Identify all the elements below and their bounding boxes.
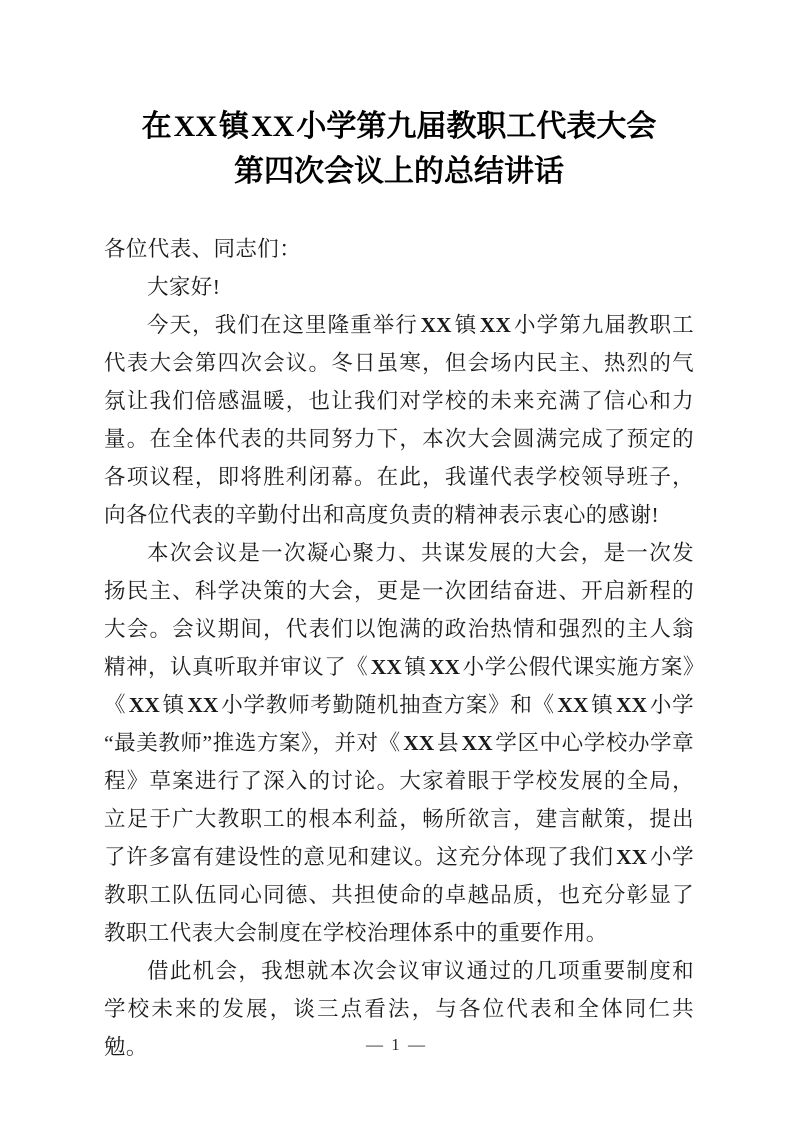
text-run: 学区中心学校办学章程》草案进行了深入的讨论。大家着眼于学校发展的全局，立足于广大教职工的根本利益，畅所欲言，建言献策，提出了许多富有建设性的意见和建议。这充分体现了我们 [104,731,694,869]
salutation: 各位代表、同志们： [104,237,302,261]
text-run: 小学公假代课实施方案》《 [104,655,694,717]
text-run: 镇 [219,109,249,144]
title-line-1 [142,109,657,144]
text-run: 小学“最美教师”推选方案》，并对《 [104,693,695,755]
text-run: 小学教职工队伍同心同德、共担使命的卓越品质，也充分彰显了教职工代表大会制度在学校治理体系中的重要作用。 [104,845,695,945]
latin-placeholder: XX [187,693,219,717]
latin-placeholder: XX [128,693,160,717]
latin-placeholder: XX [251,110,295,143]
text-run: 本次会议是一次凝心聚力、共谋发展的大会，是一次发扬民主、科学决策的大会，更是一次团结奋进、开启新程的大会。会议期间，代表们以饱满的政治热情和强烈的主人翁精神，认真听取并审议了《 [104,541,694,679]
latin-placeholder: XX [420,313,452,337]
text-run: 借此机会，我想就本次会议审议通过的几项重要制度和学校未来的发展，谈三点看法，与各位代表和全体同仁共勉。 [104,959,694,1059]
text-run: 县 [436,731,460,755]
latin-placeholder: XX [403,731,435,755]
text-run: 小学教师考勤随机抽查方案》和《 [220,693,555,717]
latin-placeholder: XX [461,731,493,755]
latin-placeholder: XX [428,655,461,679]
text-run: 小学第九届教职工代表大会第四次会议。冬日虽寒，但会场内民主、热烈的气氛让我们倍感温暖，也让我们对学校的未来充满了信心和力量。在全体代表的共同努力下，本次大会圆满完成了预定的各项议程，即将胜利闭幕。在此，我谨代表学校领导班子，向各位代表的辛勤付出和高度负责的精神表示衷心的感谢! [104,313,694,527]
document-body [104,230,694,1066]
text-run: 今天，我们在这里隆重举行 [147,313,418,337]
latin-placeholder: XX [557,693,589,717]
latin-placeholder: XX [479,313,511,337]
text-run: 镇 [590,693,614,717]
text-run: 在 [141,109,172,144]
page-title [104,0,694,194]
text-run: 小学第九届教职工代表大会 [296,109,657,144]
para-opening [104,306,694,534]
greeting: 大家好! [147,275,221,299]
paragraph-list [104,306,694,1066]
latin-placeholder: XX [615,693,648,717]
text-run: 镇 [162,693,185,717]
text-run: 镇 [454,313,478,337]
text-run: 镇 [404,655,427,679]
para-review [104,534,694,952]
title-line-2: 第四次会议上的总结讲话 [234,154,564,189]
page-content [104,0,694,1066]
latin-placeholder: XX [616,845,648,869]
page-number: — 1 — [366,1035,427,1054]
latin-placeholder: XX [370,655,402,679]
latin-placeholder: XX [173,110,217,143]
